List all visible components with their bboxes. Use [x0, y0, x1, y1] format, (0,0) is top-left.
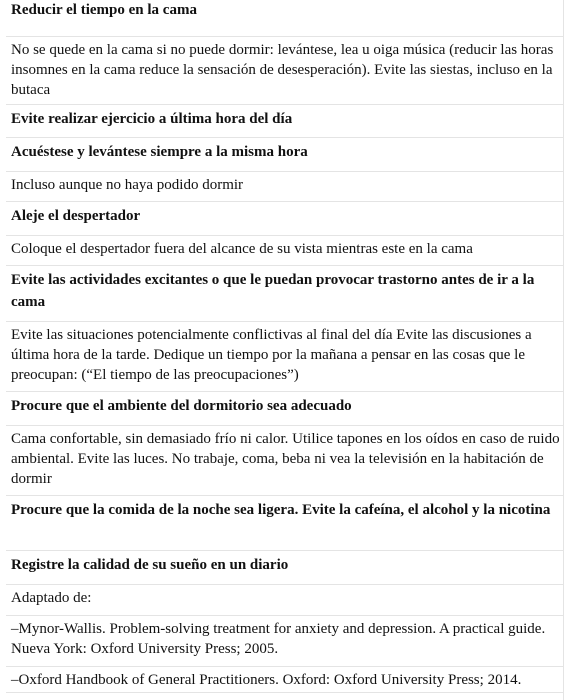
- table-row-text: Evite las situaciones potencialmente conflictivas al final del día Evite las discusiones a última hora de la tarde. Dedique un tiempo por la mañana a pensar en las cosas que le preocupan: (“El tiempo de las preocupaciones”): [6, 321, 563, 385]
- table-row-heading: Acuéstese y levántese siempre a la misma hora: [6, 137, 563, 163]
- table-row-text: Cama confortable, sin demasiado frío ni calor. Utilice tapones en los oídos en caso de ruido ambiental. Evite las luces. No trabaje, coma, beba ni vea la televisión en la habitación de dormir: [6, 425, 563, 489]
- table-row-text: Adaptado de:: [6, 584, 563, 608]
- table-row-heading: Procure que el ambiente del dormitorio sea adecuado: [6, 391, 563, 417]
- table-right-border: [563, 0, 564, 700]
- table-row-heading: Evite realizar ejercicio a última hora del día: [6, 104, 563, 130]
- table-row-heading: Aleje el despertador: [6, 201, 563, 227]
- table-row-text: –Oxford Handbook of General Practitioners. Oxford: Oxford University Press; 2014.: [6, 666, 563, 690]
- table-row-heading: Procure que la comida de la noche sea ligera. Evite la cafeína, el alcohol y la nicotina: [6, 495, 563, 521]
- table-row-text: –Mynor-Wallis. Problem-solving treatment for anxiety and depression. A practical guide. Nueva York: Oxford University Press; 2005.: [6, 615, 563, 659]
- table-row-text: No se quede en la cama si no puede dormir: levántese, lea u oiga música (reducir las horas insomnes en la cama reduce la sensación de desesperación). Evite las siestas, incluso en la butaca: [6, 36, 563, 100]
- table-bottom-border: [6, 692, 563, 693]
- table-row-heading: Registre la calidad de su sueño en un diario: [6, 550, 563, 576]
- table-row-heading: Evite las actividades excitantes o que le puedan provocar trastorno antes de ir a la cama: [6, 265, 563, 313]
- table-row-text: Incluso aunque no haya podido dormir: [6, 171, 563, 195]
- table-row-text: Coloque el despertador fuera del alcance de su vista mientras este en la cama: [6, 235, 563, 259]
- table-row-heading: Reducir el tiempo en la cama: [11, 2, 197, 18]
